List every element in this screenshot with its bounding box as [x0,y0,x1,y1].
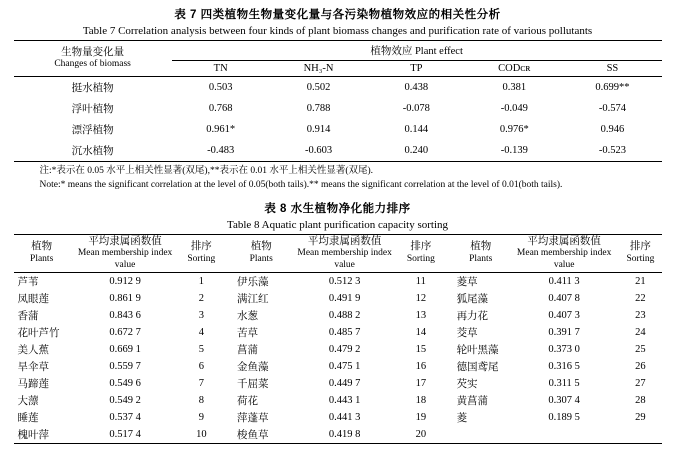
table7-row-label: 浮叶植物 [71,104,114,115]
table7-cell: 0.502 [306,82,331,93]
table8-cell-value: 0.512 3 [328,275,361,287]
table8-cell-sort: 4 [198,326,204,338]
table8-cell-sort: 14 [415,326,427,338]
table8-cell-value: 0.407 8 [548,292,580,304]
table8-cell-plant: 伊乐藻 [237,276,269,288]
table8-cell-plant: 大薸 [17,395,39,407]
table8-cell-plant: 萍蓬草 [237,412,269,424]
table8-cell-value: 0.537 4 [109,411,141,423]
table7-cell: 0.144 [404,124,429,135]
table8-column-gap [222,234,233,272]
table8-column-gap [442,426,453,444]
table8-header-plant-2 [233,234,289,272]
table8-column-gap [442,409,453,426]
table8-cell-sort: 29 [635,411,646,423]
table8-cell-plant: 黄菖蒲 [456,395,489,407]
table-row [14,426,662,444]
table7-cell: 0.240 [367,140,465,162]
table7-cell: -0.049 [500,103,528,114]
table8-column-gap [222,272,233,290]
table8-header-sort-en: Sorting [626,253,655,264]
table8-cell-plant: 芦苇 [17,276,39,288]
table8-cell-sort: 10 [180,426,222,444]
table7-row-label: 沉水植物 [14,140,172,162]
table8-column-gap [222,290,233,307]
table8-header-plant-en: Plants [249,253,273,264]
table8 [14,234,662,444]
table7-cell: 0.946 [600,124,625,135]
table8-header-value-3 [509,234,619,272]
table8-cell-plant: 菖蒲 [237,344,259,356]
table8-column-gap [222,375,233,392]
table8-cell-value: 0.672 7 [109,326,141,338]
table8-cell-sort: 27 [635,377,646,389]
table-row [14,140,662,162]
table7-row-label: 挺水植物 [71,83,114,94]
table7-group-header-en: Plant effect [414,46,463,57]
table8-cell-sort: 8 [198,394,204,406]
table7-cell: 0.503 [208,82,233,93]
table8-cell-sort: 5 [198,343,204,355]
table8-cell-value [509,426,619,444]
table8-column-gap [222,426,233,444]
table8-column-gap [442,392,453,409]
table7-stub-header [14,41,172,77]
table8-header-value-2 [289,234,399,272]
table7-stub-header-en: Changes of biomass [54,59,131,70]
table8-cell-plant: 梭鱼草 [233,426,289,444]
table8-header-sort-2 [400,234,442,272]
table8-cell-value: 0.549 6 [109,377,141,389]
table8-cell-sort: 6 [198,360,204,372]
table8-cell-plant: 美人蕉 [17,344,49,356]
table7-note-en: Note:* means the significant correlation at the level of 0.05(both tails).** means the significant correlation at the level of 0.01(both tails). [39,179,563,190]
table8-title-cn: 表 8 水生植物净化能力排序 [264,202,411,215]
table7-cell: -0.523 [563,140,661,162]
table8-cell-plant: 香蒲 [17,310,39,322]
table8-cell-plant: 再力花 [456,310,489,322]
table8-header-sort-cn: 排序 [410,241,432,253]
table8-cell-value: 0.407 3 [548,309,580,321]
table8-header-value-en: Mean membership index value [516,248,612,270]
table8-header-plant-en: Plants [30,253,54,264]
table7-cell: 0.961* [206,124,236,135]
table8-column-gap [442,341,453,358]
table8-header-plant-1 [14,234,70,272]
table7 [14,40,662,162]
table8-cell-sort: 19 [415,411,427,423]
table8-header-plant-3 [453,234,509,272]
table8-header-sort-en: Sorting [406,253,435,264]
table8-cell-sort: 25 [635,343,646,355]
table8-cell-value: 0.491 9 [328,292,361,304]
table8-column-gap [442,290,453,307]
table8-cell-sort: 1 [198,275,204,287]
table8-column-gap [222,324,233,341]
table8-header-sort-3 [619,234,661,272]
table8-header-sort-1 [180,234,222,272]
table8-cell-value: 0.479 2 [328,343,361,355]
table7-cell: 0.914 [306,124,331,135]
table8-cell-plant: 荷花 [237,395,259,407]
table8-cell-plant: 狐尾藻 [456,293,489,305]
table8-cell-plant: 千屈菜 [237,378,269,390]
table8-column-gap [222,409,233,426]
table7-row-label: 漂浮植物 [71,125,114,136]
table8-cell-plant: 睡莲 [17,412,39,424]
table8-column-gap [442,272,453,290]
table-row [14,324,662,341]
table8-cell-sort: 7 [198,377,204,389]
table8-cell-sort: 13 [415,309,427,321]
table8-cell-value: 0.912 9 [109,275,141,287]
table8-cell-plant: 茭草 [456,327,478,339]
table8-cell-sort: 17 [415,377,427,389]
table7-header-row-1 [14,41,662,61]
table8-section [12,200,663,444]
table8-header-sort-cn: 排序 [190,241,212,253]
table8-cell-sort: 11 [415,275,426,287]
table7-cell: -0.483 [172,140,270,162]
table8-cell-value: 0.861 9 [109,292,141,304]
table8-column-gap [222,392,233,409]
table-row [14,409,662,426]
table8-cell-plant: 凤眼莲 [17,293,49,305]
table8-cell-plant: 苦草 [237,327,259,339]
table8-cell-plant: 菱 [456,412,468,424]
table8-cell-plant: 满江红 [237,293,269,305]
table7-cell: 0.438 [404,82,429,93]
table7-col-header-ss: SS [563,61,661,77]
table8-header-row [14,234,662,272]
table8-header-plant-cn: 植物 [470,241,492,253]
table8-cell-plant: 马蹄莲 [17,378,49,390]
table7-cell: 0.768 [208,103,233,114]
table8-cell-plant: 菱草 [456,276,478,288]
table8-cell-sort: 12 [415,292,427,304]
table8-cell-value: 0.189 5 [548,411,580,423]
table8-cell-sort: 15 [415,343,427,355]
table7-cell: -0.078 [402,103,430,114]
table7-cell: 0.976* [499,124,529,135]
table8-cell-plant: 旱伞草 [17,361,49,373]
table8-cell-value: 0.419 8 [289,426,399,444]
table8-title-en: Table 8 Aquatic plant purification capacity sorting [227,218,448,231]
table8-cell-plant: 轮叶黑藻 [456,344,499,356]
table8-cell-value: 0.485 7 [328,326,361,338]
table8-cell-value: 0.316 5 [548,360,580,372]
table8-cell-value: 0.441 3 [328,411,361,423]
table8-cell-plant [453,426,509,444]
table-row [14,375,662,392]
table8-cell-plant: 德国鸢尾 [456,361,499,373]
table8-cell-sort: 22 [635,292,646,304]
table8-cell-sort: 2 [198,292,204,304]
table8-header-plant-en: Plants [469,253,493,264]
table8-cell-value: 0.549 2 [109,394,141,406]
table8-header-plant-cn: 植物 [250,241,272,253]
table8-column-gap [442,375,453,392]
table8-column-gap [442,324,453,341]
table-row [14,119,662,140]
table8-header-value-cn: 平均隶属函数值 [88,235,162,247]
table7-cell: -0.139 [465,140,563,162]
table-row [14,290,662,307]
table7-cell: -0.603 [270,140,368,162]
table-row [14,272,662,290]
table8-cell-value: 0.517 4 [70,426,180,444]
table8-column-gap [222,341,233,358]
table8-header-value-1 [70,234,180,272]
table7-group-header [172,41,662,61]
table8-column-gap [442,358,453,375]
table-row [14,392,662,409]
table8-column-gap [442,234,453,272]
table8-cell-value: 0.443 1 [328,394,361,406]
table8-cell-value: 0.411 3 [548,275,580,287]
table7-cell: 0.788 [306,103,331,114]
table8-cell-sort: 16 [415,360,427,372]
table8-cell-value: 0.559 7 [109,360,141,372]
table7-title-en: Table 7 Correlation analysis between four kinds of plant biomass changes and purification rate of various pollutants [82,25,593,37]
table8-cell-value: 0.669 1 [109,343,141,355]
table8-cell-value: 0.843 6 [109,309,141,321]
table8-cell-plant: 芡实 [456,378,478,390]
table8-cell-sort: 23 [635,309,646,321]
table7-col-header-tp: TP [367,61,465,77]
table8-cell-sort: 9 [198,411,204,423]
table7-col-header-codcr: CODᴄʀ [465,61,563,77]
table8-header-sort-cn: 排序 [629,241,651,253]
table7-col-header-tn: TN [172,61,270,77]
table-row [14,77,662,99]
table-row [14,358,662,375]
table7-cell: 0.699** [595,82,630,93]
table8-cell-sort: 20 [400,426,442,444]
table8-cell-value: 0.475 1 [328,360,361,372]
table-row [14,307,662,324]
table8-header-value-en: Mean membership index value [77,248,173,270]
table8-column-gap [222,358,233,375]
table8-cell-sort: 28 [635,394,646,406]
table7-title-cn: 表 7 四类植物生物量变化量与各污染物植物效应的相关性分析 [174,9,501,21]
table8-header-value-cn: 平均隶属函数值 [527,235,601,247]
table8-column-gap [222,307,233,324]
table8-cell-plant: 槐叶萍 [14,426,70,444]
table7-group-header-cn: 植物效应 [370,46,413,57]
table7-stub-header-cn: 生物量变化量 [61,47,125,58]
table8-cell-sort: 18 [415,394,427,406]
table-row [14,341,662,358]
table8-cell-value: 0.373 0 [548,343,580,355]
table8-header-value-en: Mean membership index value [297,248,392,270]
table7-col-header-nh3n: NH₃-N [270,61,368,77]
table8-header-value-cn: 平均隶属函数值 [307,235,382,247]
table7-note-cn: 注:*表示在 0.05 水平上相关性显著(双尾),**表示在 0.01 水平上相关性显著(双尾). [39,166,374,176]
table8-cell-sort: 24 [635,326,646,338]
table8-cell-plant: 水葱 [237,310,259,322]
table8-cell-value: 0.307 4 [548,394,580,406]
table8-cell-value: 0.488 2 [328,309,361,321]
table8-cell-value: 0.391 7 [548,326,580,338]
table7-cell: -0.574 [598,103,626,114]
table8-cell-sort [619,426,661,444]
table8-cell-sort: 21 [635,275,646,287]
table8-cell-plant: 花叶芦竹 [17,327,60,339]
table7-cell: 0.381 [502,82,527,93]
table8-header-sort-en: Sorting [187,253,216,264]
table8-cell-plant: 金鱼藻 [237,361,269,373]
table8-header-plant-cn: 植物 [31,241,53,253]
table8-cell-sort: 3 [198,309,204,321]
table8-cell-sort: 26 [635,360,646,372]
table8-column-gap [442,307,453,324]
table8-cell-value: 0.449 7 [328,377,361,389]
table8-cell-value: 0.311 5 [548,377,580,389]
table-row [14,98,662,119]
table7-notes [14,165,662,193]
